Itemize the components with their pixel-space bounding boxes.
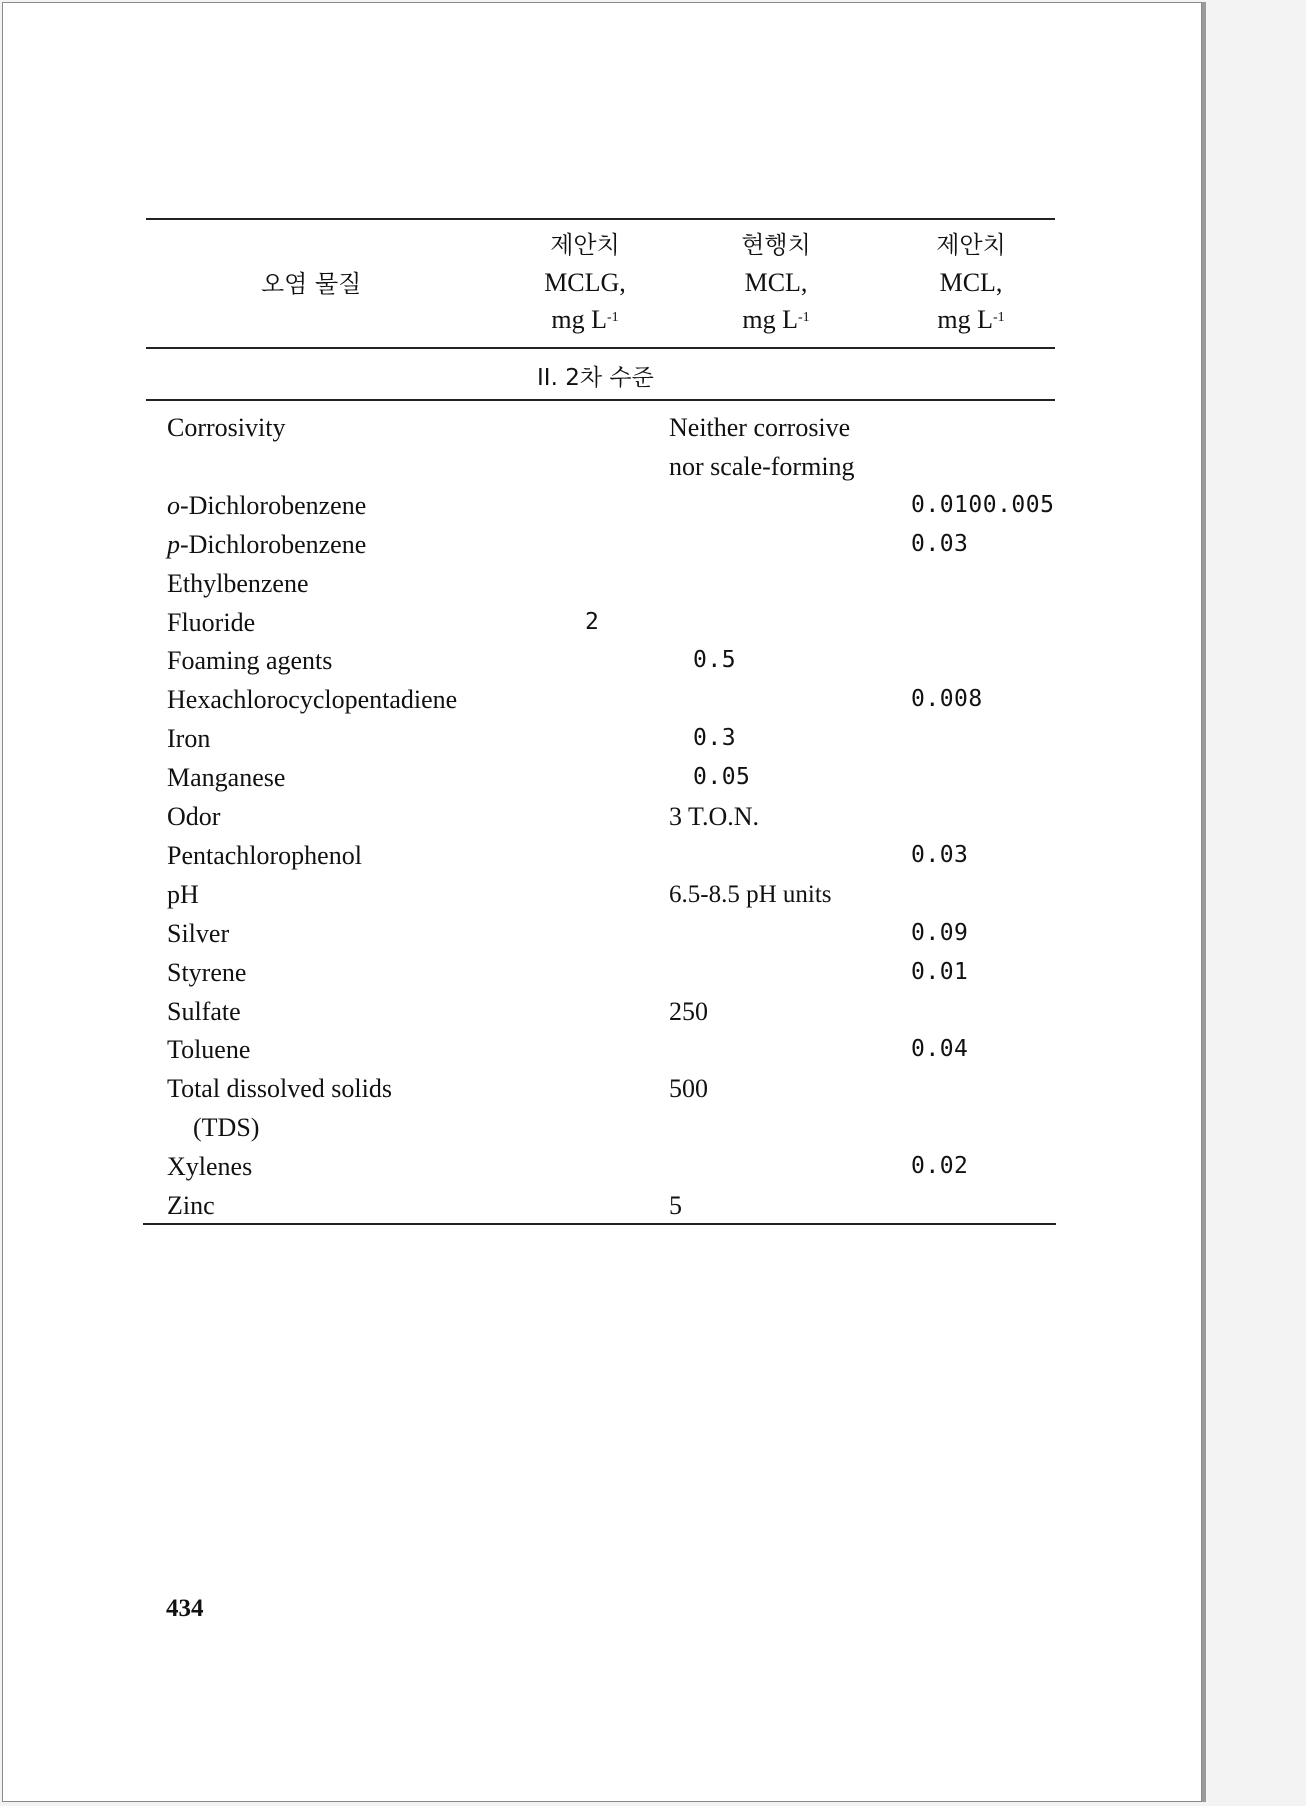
substance-name-text: Corrosivity — [167, 413, 286, 442]
table-row — [3, 680, 1203, 719]
substance-name — [167, 836, 362, 875]
substance-name — [167, 719, 210, 758]
substance-name-text: Styrene — [167, 957, 247, 987]
substance-name-text: -Dichlorobenzene — [180, 529, 367, 559]
header-proposed-unit-text: mg L — [937, 305, 993, 334]
substance-name-text: Hexachlorocyclopentadiene — [167, 685, 458, 715]
proposed-mcl-value: 0.04 — [911, 1036, 969, 1063]
table-bottom-rule — [143, 1223, 1056, 1225]
substance-name-prefix: o — [167, 490, 180, 520]
current-mcl-value: 5 — [669, 1191, 682, 1220]
substance-name-text: Zinc — [167, 1191, 215, 1220]
substance-name-text: Ethylbenzene — [167, 568, 309, 598]
substance-name — [167, 641, 332, 680]
substance-name — [167, 758, 285, 797]
table-row — [3, 1069, 1203, 1108]
proposed-mcl-value: 0.01 — [911, 958, 969, 985]
table-row — [3, 525, 1203, 564]
header-bottom-rule — [146, 347, 1055, 349]
current-mcl-value: 0.3 — [693, 725, 737, 752]
substance-name-text: Xylenes — [167, 1152, 253, 1182]
header-proposed-unit — [921, 301, 1021, 338]
proposed-mcl-value: 0.0100.005 — [911, 491, 1055, 518]
document-page — [2, 2, 1202, 1802]
substance-name — [167, 1186, 215, 1225]
header-mclg-unit-exp: -1 — [606, 310, 619, 325]
header-col-current — [726, 227, 826, 338]
substance-name — [167, 1030, 250, 1069]
table-row — [3, 603, 1203, 642]
current-mcl-value: 3 T.O.N. — [669, 802, 760, 831]
proposed-mcl-value: 0.02 — [911, 1153, 969, 1180]
header-proposed-unit-exp: -1 — [992, 310, 1005, 325]
current-mcl-value: 500 — [669, 1074, 708, 1104]
current-mcl-value: 250 — [669, 996, 708, 1026]
header-substance-label: 오염 물질 — [261, 270, 362, 298]
table-row — [3, 758, 1203, 797]
proposed-mcl-value: 0.03 — [911, 841, 969, 868]
table-row — [3, 914, 1203, 953]
header-col-proposed — [921, 227, 1021, 338]
proposed-mcl-value: 0.008 — [911, 686, 983, 713]
substance-name-text: Manganese — [167, 763, 286, 793]
table-row — [3, 486, 1203, 525]
table-row — [3, 564, 1203, 603]
substance-name — [167, 408, 285, 447]
substance-name-text: Toluene — [167, 1035, 251, 1065]
substance-name-prefix: p — [167, 529, 180, 559]
substance-name — [167, 680, 457, 719]
current-mcl-value: 0.5 — [693, 647, 737, 674]
substance-name — [167, 564, 309, 603]
header-mclg-name: MCLG, — [544, 268, 626, 297]
substance-name-text: Iron — [167, 724, 211, 754]
substance-name-text: (TDS) — [193, 1113, 260, 1143]
substance-name — [167, 992, 241, 1031]
table-row — [3, 447, 1203, 486]
substance-name — [167, 797, 220, 836]
substance-name — [167, 486, 366, 525]
current-mcl-value: nor scale-forming — [669, 451, 855, 481]
substance-name — [167, 875, 199, 914]
header-current-unit-exp: -1 — [797, 310, 810, 325]
table-row — [3, 797, 1203, 836]
page-number: 434 — [166, 1595, 204, 1622]
substance-name-text: Sulfate — [167, 996, 241, 1026]
substance-name — [167, 1108, 259, 1147]
page-edge-shadow — [1202, 2, 1206, 1802]
substance-name — [167, 914, 229, 953]
table-row — [3, 719, 1203, 758]
table-row — [3, 641, 1203, 680]
substance-name-text: Odor — [167, 802, 221, 831]
table-row — [3, 1147, 1203, 1186]
section-title — [537, 358, 654, 397]
header-col-mclg — [535, 227, 635, 338]
table-row — [3, 1108, 1203, 1147]
table-row — [3, 992, 1203, 1031]
mclg-value: 2 — [585, 608, 600, 635]
substance-name-text: -Dichlorobenzene — [180, 490, 367, 520]
header-mclg-label: 제안치 — [550, 231, 620, 259]
current-mcl-value: 6.5-8.5 pH units — [669, 880, 832, 908]
proposed-mcl-value: 0.09 — [911, 919, 969, 946]
substance-name — [167, 525, 366, 564]
section-bottom-rule — [146, 399, 1055, 401]
header-current-unit-text: mg L — [742, 305, 798, 334]
table-row — [3, 836, 1203, 875]
substance-name — [167, 1147, 252, 1186]
current-mcl-value: 0.05 — [693, 764, 751, 791]
substance-name-text: pH — [167, 879, 199, 909]
table-row — [3, 408, 1203, 447]
substance-name — [167, 1069, 392, 1108]
header-mclg-unit — [535, 301, 635, 338]
current-mcl-value: Neither corrosive — [669, 413, 851, 442]
substance-name-text: Pentachlorophenol — [167, 840, 362, 870]
table-row — [3, 953, 1203, 992]
section-title-text: II. 2차 수준 — [537, 365, 654, 391]
header-current-unit — [726, 301, 826, 338]
header-current-name: MCL, — [744, 268, 808, 297]
substance-name-text: Total dissolved solids — [167, 1074, 392, 1104]
substance-name-text: Fluoride — [167, 607, 256, 637]
table-row — [3, 1186, 1203, 1225]
header-proposed-name: MCL, — [939, 268, 1003, 297]
header-proposed-label: 제안치 — [936, 231, 1006, 259]
table-top-rule — [146, 218, 1055, 220]
substance-name-text: Silver — [167, 918, 230, 948]
substance-name — [167, 953, 246, 992]
header-substance — [261, 265, 361, 303]
substance-name — [167, 603, 255, 642]
table-row — [3, 1030, 1203, 1069]
substance-name-text: Foaming agents — [167, 646, 333, 676]
header-mclg-unit-text: mg L — [551, 305, 607, 334]
header-current-label: 현행치 — [741, 231, 811, 259]
table-row — [3, 875, 1203, 914]
proposed-mcl-value: 0.03 — [911, 530, 969, 557]
